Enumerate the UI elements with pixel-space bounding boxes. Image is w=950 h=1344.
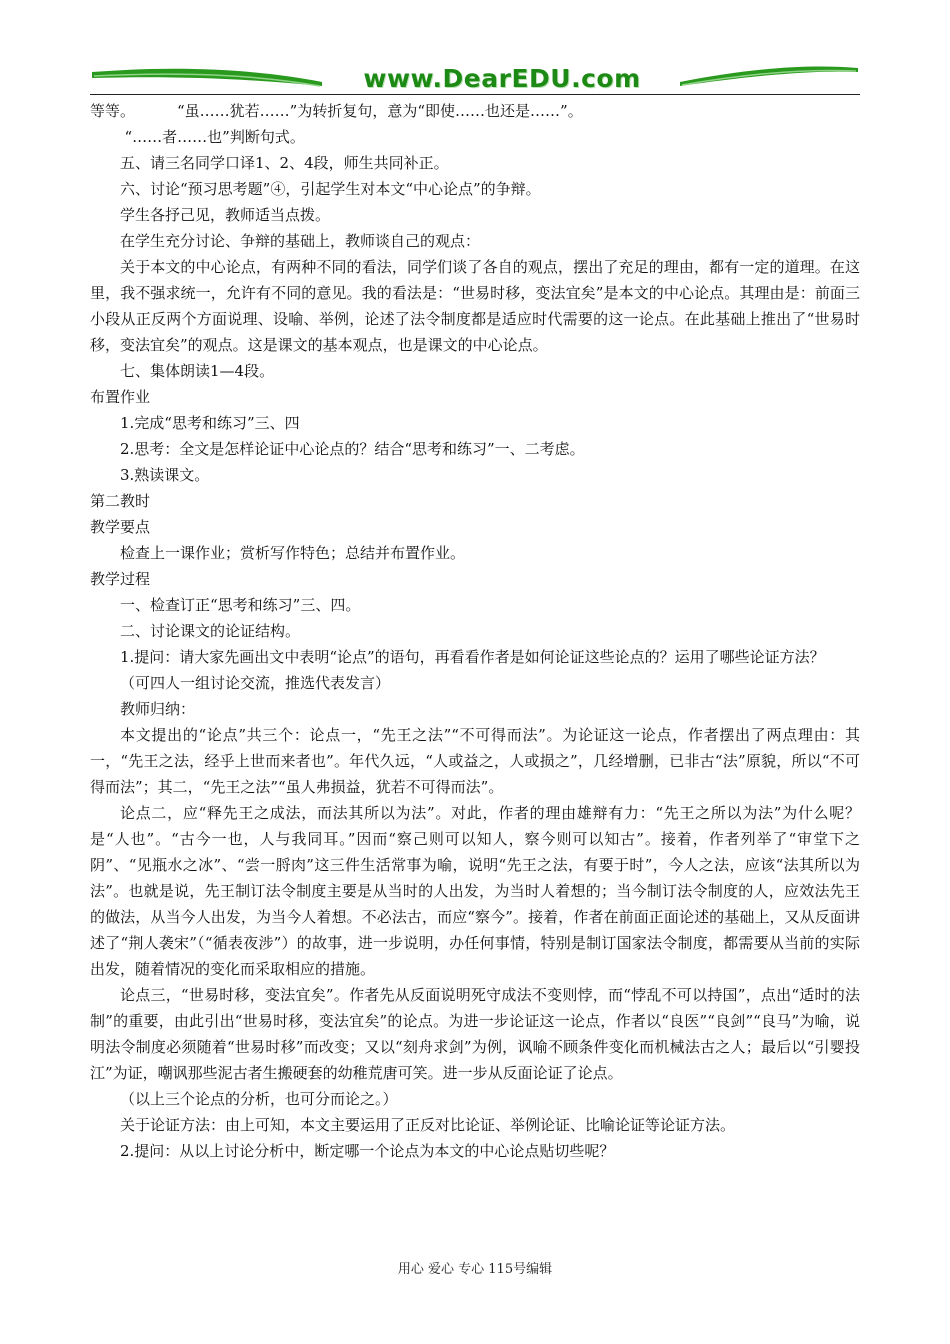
- paragraph: [90, 98, 860, 124]
- paragraph: 1.提问：请大家先画出文中表明“论点”的语句，再看看作者是如何论证这些论点的？运用了哪些论证方法？: [120, 648, 825, 666]
- paragraph: “……者……也”判断句式。: [124, 128, 305, 146]
- paragraph: 本文提出的“论点”共三个：论点一，“先王之法”“不可得而法”。为论证这一论点，作者摆出了两点理由：其一，“先王之法，经乎上世而来者也”。年代久远，“人或益之，人或损之”，几经增删，已非古“法”原貌，所以“不可得而法”；其二，“先王之法”“虽人弗损益，犹若不可得而法”。: [90, 726, 860, 796]
- page-header: [90, 60, 860, 96]
- paragraph: 五、请三名同学口译1、2、4段，师生共同补正。: [120, 154, 449, 172]
- paragraph: 在学生充分讨论、争辩的基础上，教师谈自己的观点：: [120, 232, 481, 250]
- paragraph: 六、讨论“预习思考题”④，引起学生对本文“中心论点”的争辩。: [120, 180, 541, 198]
- section-heading: 教学要点: [90, 518, 151, 536]
- paragraph: 关于本文的中心论点，有两种不同的看法，同学们谈了各自的观点，摆出了充足的理由，都有一定的道理。在这里，我不强求统一，允许有不同的意见。我的看法是：“世易时移，变法宜矣”是本文的中心论点。其理由是：前面三小段从正反两个方面说理、设喻、举例，论述了法令制度都是适应时代需要的这一论点。在此基础上推出了“世易时移，变法宜矣”的观点。这是课文的基本观点，也是课文的中心论点。: [90, 258, 860, 354]
- section-heading: 布置作业: [90, 388, 151, 406]
- paragraph: 检查上一课作业；赏析写作特色；总结并布置作业。: [120, 544, 466, 562]
- paragraph: （可四人一组讨论交流，推选代表发言）: [120, 674, 391, 692]
- header-rule: [90, 94, 860, 95]
- paragraph: （以上三个论点的分析，也可分而论之。）: [120, 1090, 398, 1108]
- paragraph: 教师归纳：: [120, 700, 196, 718]
- paragraph: 二、讨论课文的论证结构。: [120, 622, 301, 640]
- paragraph: 关于论证方法：由上可知，本文主要运用了正反对比论证、举例论证、比喻论证等论证方法。: [120, 1116, 736, 1134]
- paragraph: 1.完成“思考和练习”三、四: [120, 414, 300, 432]
- section-heading: 第二教时: [90, 492, 151, 510]
- site-logo: www.DearEDU.com: [363, 64, 641, 93]
- paragraph: 论点二，应“释先王之成法，而法其所以为法”。对此，作者的理由雄辩有力：“先王之所以为法”为什么呢？是“人也”。“古今一也，人与我同耳。”因而“察己则可以知人，察今则可以知古”。接着，作者列举了“审堂下之阴”、“见瓶水之冰”、“尝一脟肉”这三件生活常事为喻，说明“先王之法，有要于时”，今人之法，应该“法其所以为法”。也就是说，先王制订法令制度主要是从当时的人出发，为当时人着想的；当今制订法令制度的人，应效法先王的做法，从当今人出发，为当今人着想。不必法古，而应“察今”。接着，作者在前面正面论述的基础上，又从反面讲述了“荆人袭宋”（“循表夜涉”）的故事，进一步说明，办任何事情，特别是制订国家法令制度，都需要从当前的实际出发，随着情况的变化而采取相应的措施。: [90, 804, 860, 978]
- paragraph: 2.提问：从以上讨论分析中，断定哪一个论点为本文的中心论点贴切些呢？: [120, 1142, 615, 1160]
- paragraph: 3.熟读课文。: [120, 466, 210, 484]
- document-body: [90, 98, 860, 1164]
- paragraph: 2.思考：全文是怎样论证中心论点的？结合“思考和练习”一、二考虑。: [120, 440, 585, 458]
- paragraph-text: “虽……犹若……”为转折复句，意为“即使……也还是……”。: [177, 102, 583, 120]
- paragraph: 七、集体朗读1—4段。: [120, 362, 275, 380]
- page-footer: 用心 爱心 专心 115号编辑: [397, 1262, 553, 1277]
- paragraph: 论点三，“世易时移，变法宜矣”。作者先从反面说明死守成法不变则悖，而“悖乱不可以持国”，点出“适时的法制”的重要，由此引出“世易时移，变法宜矣”的论点。为进一步论证这一论点，作者以“良医”“良剑”“良马”为喻，说明法令制度必须随着“世易时移”而改变；又以“刻舟求剑”为例，讽喻不顾条件变化而机械法古之人；最后以“引婴投江”为证，嘲讽那些泥古者生搬硬套的幼稚荒唐可笑。进一步从反面论证了论点。: [90, 986, 860, 1082]
- section-heading: 教学过程: [90, 570, 151, 588]
- paragraph: 学生各抒己见，教师适当点拨。: [120, 206, 331, 224]
- paragraph-text: 等等。: [90, 102, 136, 120]
- paragraph: 一、检查订正“思考和练习”三、四。: [120, 596, 361, 614]
